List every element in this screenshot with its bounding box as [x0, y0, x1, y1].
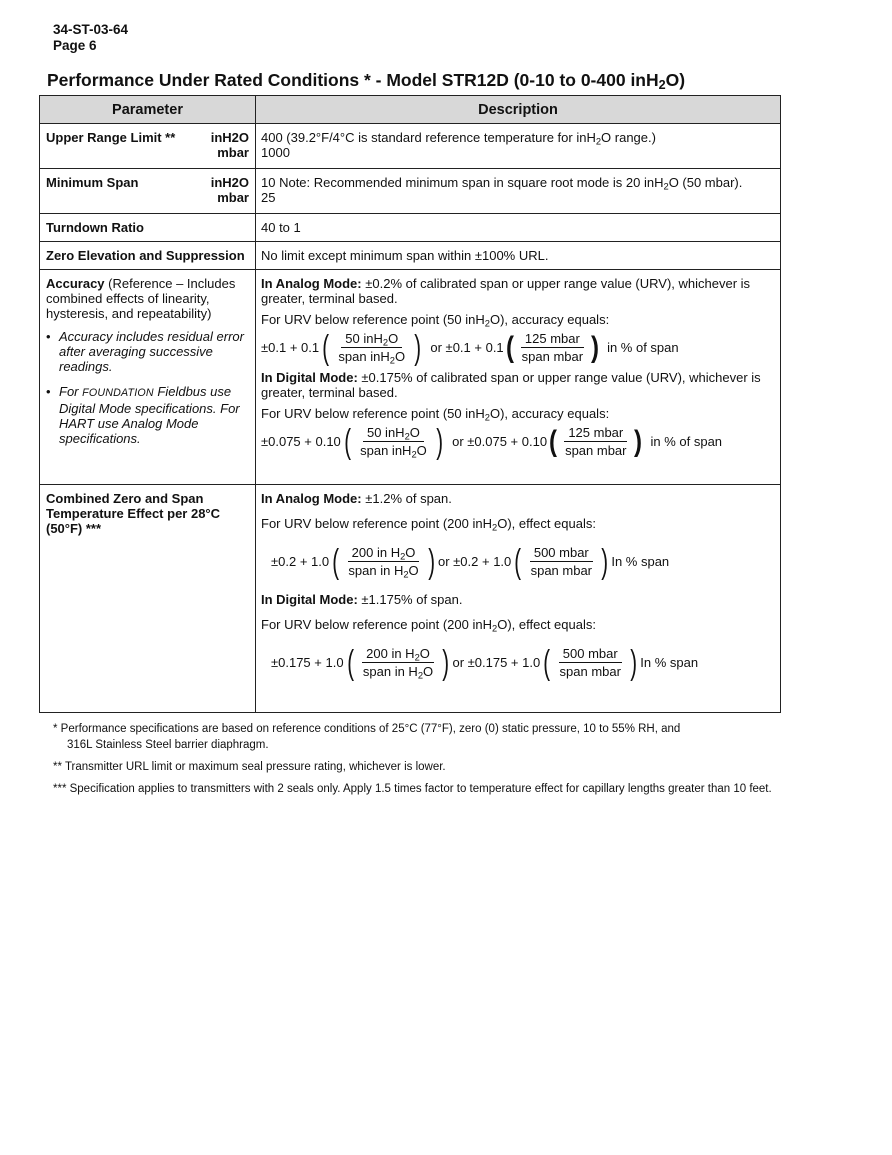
page-number: Page 6 [53, 38, 97, 53]
parameter-cell [40, 124, 256, 169]
parameter-cell: Accuracy (Reference – Includes combined effects of linearity, hysteresis, and repeatability) • Accuracy includes residual error after averaging successive readings. • For FOUNDATION Fieldbus use Digital Mode specifications. For HART use Analog Mode specifications. [40, 270, 256, 485]
unit-label: inH2O [210, 175, 249, 190]
page-header [53, 22, 128, 54]
section-title: Performance Under Rated Conditions * - Model STR12D (0-10 to 0-400 inH$_2$O) [47, 70, 686, 93]
table-row [40, 214, 781, 242]
parameter-label: Combined Zero and Span Temperature Effect per 28°C (50°F) *** [40, 485, 256, 713]
table-header-row [40, 96, 781, 124]
description-cell: In Analog Mode: ±1.2% of span. For URV below reference point (200 inH$_2$O), effect equals: ±0.2 + 1.0 ( $\frac{200 in H_2O}{span in H_2O}$ ) or ±0.2 + 1.0 ( $\frac{\text{500 mbar}}{\text{span mbar}}$ ) In % span In Digital Mode: ±1.175% of span. For URV below reference point (200 inH$_2$O), effect equals: ±0.175 + 1.0 ( $\frac{200 in H_2O}{span in H_2O}$ ) or ±0.175 + 1.0 ( $\frac{\text{500 mbar}}{\text{span mbar}}$ ) In % span [256, 485, 781, 713]
unit-label: mbar [217, 190, 249, 205]
table-row [40, 242, 781, 270]
parameter-label: Upper Range Limit ** [46, 130, 176, 145]
unit-label: mbar [217, 145, 249, 160]
accuracy-notes-list [46, 329, 249, 446]
description-cell: 400 (39.2°F/4°C is standard reference temperature for inH$_2$O range.) 1000 [256, 124, 781, 169]
description-cell: 40 to 1 [256, 214, 781, 242]
table-row [40, 169, 781, 214]
parameter-cell [40, 169, 256, 214]
temp-analog-formula: ±0.2 + 1.0 ( $\frac{200 in H_2O}{span in H_2O}$ ) or ±0.2 + 1.0 ( $\frac{\text{500 mbar}}{\text{span mbar}}$ ) In % span [271, 542, 670, 581]
parameter-column-header: Parameter [40, 96, 256, 124]
table-row [40, 124, 781, 169]
list-item: • For FOUNDATION Fieldbus use Digital Mode specifications. For HART use Analog Mode specifications. [46, 384, 240, 446]
footnote: * Performance specifications are based on reference conditions of 25°C (77°F), zero (0) static pressure, 10 to 55% RH, and 316L Stainless Steel barrier diaphragm. [53, 723, 681, 751]
parameter-label: Turndown Ratio [40, 214, 256, 242]
performance-table [39, 95, 781, 713]
document-id: 34-ST-03-64 [53, 22, 129, 37]
description-cell: 10 Note: Recommended minimum span in square root mode is 20 inH$_2$O (50 mbar). 25 [256, 169, 781, 214]
footnote: ** Transmitter URL limit or maximum seal pressure rating, whichever is lower. [53, 761, 446, 773]
parameter-label: Minimum Span [46, 175, 139, 190]
list-item: • Accuracy includes residual error after averaging successive readings. [46, 329, 244, 374]
footnotes [53, 721, 773, 803]
accuracy-digital-formula: ±0.075 + 0.10 ( $\frac{50 inH_2O}{span inH_2O}$ ) or ±0.075 + 0.10 ( $\frac{\text{125 mbar}}{\text{span mbar}}$ ) in % of span [261, 422, 723, 461]
parameter-label: Zero Elevation and Suppression [40, 242, 256, 270]
table-row [40, 485, 781, 713]
description-cell: No limit except minimum span within ±100% URL. [256, 242, 781, 270]
footnote: *** Specification applies to transmitters with 2 seals only. Apply 1.5 times factor to temperature effect for capillary lengths greater than 10 feet. [53, 783, 772, 795]
unit-label: inH2O [210, 130, 249, 145]
accuracy-analog-formula: ±0.1 + 0.1 ( $\frac{50 inH_2O}{span inH_2O}$ ) or ±0.1 + 0.1 ( $\frac{\text{125 mbar}}{\text{span mbar}}$ ) in % of span [261, 328, 679, 367]
description-column-header: Description [256, 96, 781, 124]
table-row [40, 270, 781, 485]
temp-digital-formula: ±0.175 + 1.0 ( $\frac{200 in H_2O}{span in H_2O}$ ) or ±0.175 + 1.0 ( $\frac{\text{500 mbar}}{\text{span mbar}}$ ) In % span [271, 643, 699, 682]
description-cell: In Analog Mode: ±0.2% of calibrated span or upper range value (URV), whichever is greater, terminal based. For URV below reference point (50 inH$_2$O), accuracy equals: ±0.1 + 0.1 ( $\frac{50 inH_2O}{span inH_2O}$ ) or ±0.1 + 0.1 ( $\frac{\text{125 mbar}}{\text{span mbar}}$ ) in % of span In Digital Mode: ±0.175% of calibrated span or upper range value (URV), whichever is greater, terminal based. For URV below reference point (50 inH$_2$O), accuracy equals: ±0.075 + 0.10 ( $\frac{50 inH_2O}{span inH_2O}$ ) or ±0.075 + 0.10 ( $\frac{\text{125 mbar}}{\text{span mbar}}$ ) in % of span [256, 270, 781, 485]
